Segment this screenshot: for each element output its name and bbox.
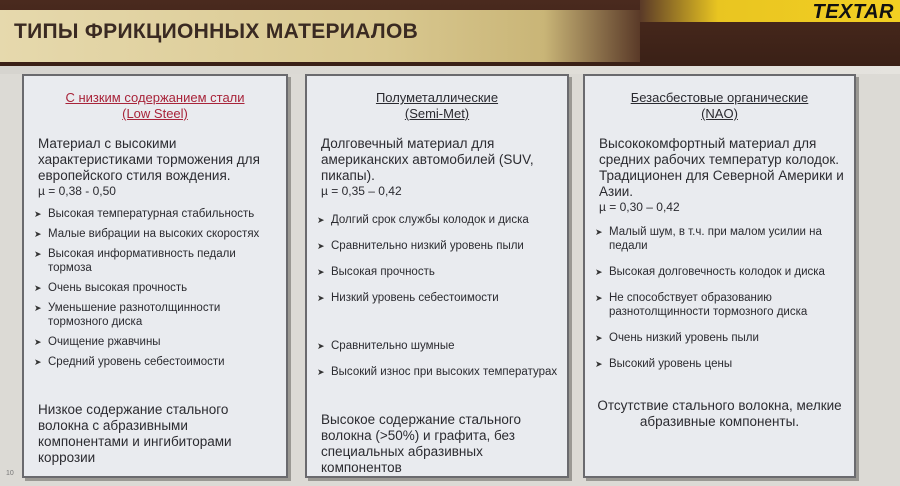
feature-item: ➤ Высокий уровень цены xyxy=(595,357,846,371)
feature-item: ➤ Очищение ржавчины xyxy=(34,335,278,349)
feature-item: ➤ Сравнительно низкий уровень пыли xyxy=(317,239,559,253)
feature-item: ➤ Высокая информативность педали тормоза xyxy=(34,247,278,275)
brand-logo-box xyxy=(640,0,900,22)
feature-item: ➤ Уменьшение разнотолщинности тормозного диска xyxy=(34,301,278,329)
panel-heading xyxy=(585,90,854,122)
panel-nao xyxy=(583,74,856,478)
brand-logo: TEXTAR xyxy=(812,1,894,23)
panel-description: Долговечный материал для американских автомобилей (SUV, пикапы). xyxy=(321,136,534,183)
feature-item: ➤ Долгий срок службы колодок и диска xyxy=(317,213,559,227)
heading-line1: Безасбестовые органические xyxy=(630,90,809,105)
feature-item: ➤ Высокий износ при высоких температурах xyxy=(317,365,559,379)
feature-item: ➤ Сравнительно шумные xyxy=(317,339,559,353)
slide-title: ТИПЫ ФРИКЦИОННЫХ МАТЕРИАЛОВ xyxy=(14,20,419,43)
panel-semi-met xyxy=(305,74,569,478)
heading-line2: (Low Steel) xyxy=(122,106,188,121)
panel-footer: Отсутствие стального волокна, мелкие абразивные компоненты. xyxy=(597,398,842,429)
slide-number: 10 xyxy=(6,470,14,477)
feature-item: ➤ Высокая температурная стабильность xyxy=(34,207,278,221)
feature-item: ➤ Средний уровень себестоимости xyxy=(34,355,278,369)
header-divider xyxy=(0,66,900,74)
feature-item: ➤ Не способствует образованию разнотолщинности тормозного диска xyxy=(595,291,846,319)
heading-line2: (NAO) xyxy=(701,106,738,121)
friction-coefficient: µ = 0,38 - 0,50 xyxy=(38,184,116,198)
feature-item: ➤ Низкий уровень себестоимости xyxy=(317,291,559,305)
heading-line1: Полуметаллические xyxy=(375,90,499,105)
panel-footer: Низкое содержание стального волокна с абразивными компонентами и ингибиторами коррозии xyxy=(38,402,232,465)
friction-coefficient: µ = 0,35 – 0,42 xyxy=(321,184,402,198)
feature-item: ➤ Очень низкий уровень пыли xyxy=(595,331,846,345)
heading-line1: С низким содержанием стали xyxy=(65,90,245,105)
panel-description: Высококомфортный материал для средних рабочих температур колодок. Традиционен для Северной Америки и Азии. xyxy=(599,136,844,199)
panel-heading xyxy=(24,90,286,122)
feature-item: ➤ Малый шум, в т.ч. при малом усилии на педали xyxy=(595,225,846,253)
feature-list xyxy=(34,207,278,369)
panel-heading xyxy=(307,90,567,122)
feature-item: ➤ Высокая прочность xyxy=(317,265,559,279)
friction-coefficient: µ = 0,30 – 0,42 xyxy=(599,200,680,214)
feature-item: ➤ Очень высокая прочность xyxy=(34,281,278,295)
heading-line2: (Semi-Met) xyxy=(404,106,470,121)
feature-item: ➤ Высокая долговечность колодок и диска xyxy=(595,265,846,279)
feature-item: ➤ Малые вибрации на высоких скоростях xyxy=(34,227,278,241)
feature-list xyxy=(317,213,559,379)
panel-description: Материал с высокими характеристиками торможения для европейского стиля вождения. xyxy=(38,136,260,183)
panel-low-steel xyxy=(22,74,288,478)
slide-header xyxy=(0,0,900,66)
panel-footer: Высокое содержание стального волокна (>50%) и графита, без специальных абразивных компонентов xyxy=(321,412,522,475)
feature-list xyxy=(595,225,846,371)
